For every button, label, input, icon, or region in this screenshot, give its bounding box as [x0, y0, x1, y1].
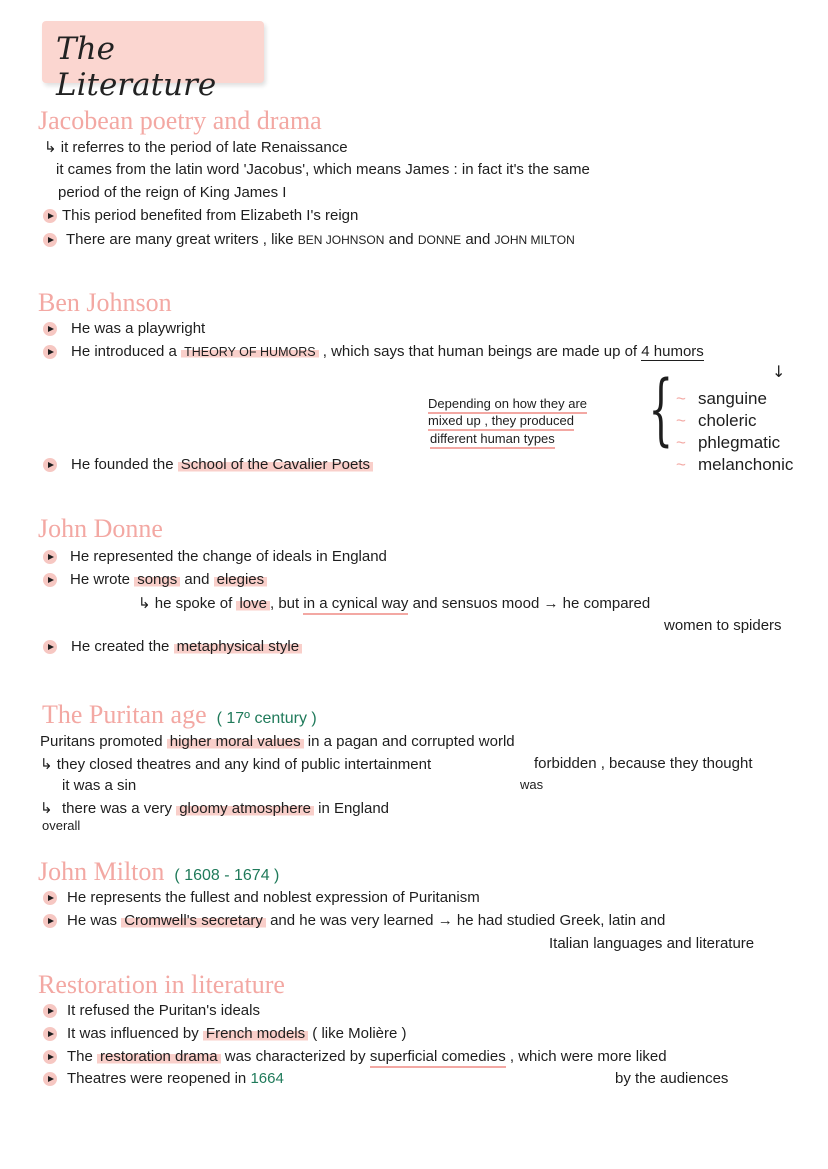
bullet-icon	[43, 209, 57, 223]
jacobean-line-1: ↳ it referres to the period of late Renaissance	[44, 139, 348, 156]
humor-item: ~ phlegmatic	[676, 433, 781, 452]
donne-sub-2: women to spiders	[664, 617, 782, 634]
bullet-icon	[43, 1004, 57, 1018]
heading-restoration: Restoration in literature	[38, 970, 285, 999]
bullet-icon	[43, 640, 57, 654]
bullet-icon	[43, 1050, 57, 1064]
bullet-icon	[43, 1072, 57, 1086]
humor-item: ~ choleric	[676, 411, 757, 430]
donne-bullet-3: He created the metaphysical style	[71, 638, 302, 655]
brace-icon: {	[648, 365, 674, 455]
puritan-overall: overall	[42, 818, 81, 833]
puritan-line-4: there was a very gloomy atmosphere in England	[62, 800, 390, 817]
milton-bullet-1: He represents the fullest and noblest expression of Puritanism	[67, 889, 480, 906]
restoration-bullet-1: It refused the Puritan's ideals	[67, 1002, 260, 1019]
jacobean-bullet-1: This period benefited from Elizabeth I's reign	[62, 207, 359, 224]
milton-bullet-2: He was Cromwell's secretary and he was very learned → he had studied Greek, latin and	[67, 912, 666, 929]
jacobean-line-3: period of the reign of King James I	[58, 184, 287, 201]
bullet-icon	[43, 233, 57, 247]
johnson-bullet-1: He was a playwright	[71, 320, 206, 337]
page-title: The Literature	[56, 31, 217, 103]
restoration-bullet-4: Theatres were reopened in 1664	[67, 1070, 284, 1087]
johnson-bullet-3: He founded the School of the Cavalier Poets	[71, 456, 373, 473]
puritan-line-1: Puritans promoted higher moral values in a pagan and corrupted world	[40, 733, 515, 750]
puritan-line-2: ↳ they closed theatres and any kind of public intertainment	[40, 756, 432, 773]
puritan-line-3: it was a sin	[62, 777, 137, 794]
puritan-caret-text: was	[520, 777, 544, 792]
bullet-icon	[43, 458, 57, 472]
humor-item: ~ melanchonic	[676, 455, 794, 474]
puritan-arrow: ↳	[40, 800, 53, 817]
puritan-line-2b: forbidden , because they thought	[534, 755, 753, 772]
donne-bullet-1: He represented the change of ideals in England	[70, 548, 387, 565]
bullet-icon	[43, 322, 57, 336]
bullet-icon	[43, 1027, 57, 1041]
restoration-bullet-3: The restoration drama was characterized by superficial comedies , which were more liked	[67, 1048, 667, 1065]
donne-sub-1: ↳ he spoke of love , but in a cynical way and sensuos mood → he compared	[138, 594, 650, 612]
johnson-bullet-2: He introduced a THEORY OF HUMORS , which says that human beings are made up of 4 humors	[71, 343, 704, 360]
bullet-icon	[43, 891, 57, 905]
milton-date: ( 1608 - 1674 )	[174, 867, 280, 884]
heading-puritan-age: The Puritan age ( 17º century )	[42, 700, 317, 729]
arrow-down-icon: ↓	[772, 362, 786, 381]
milton-bullet-2b: Italian languages and literature	[549, 935, 755, 952]
bullet-icon	[43, 573, 57, 587]
bullet-icon	[43, 550, 57, 564]
heading-ben-johnson: Ben Johnson	[38, 288, 172, 317]
puritan-date: ( 17º century )	[216, 710, 317, 727]
humor-item: ~ sanguine	[676, 389, 767, 408]
bullet-icon	[43, 345, 57, 359]
restoration-bullet-2: It was influenced by French models ( like Molière )	[67, 1025, 407, 1042]
note-line-1: Depending on how they are	[428, 396, 587, 411]
heading-john-donne: John Donne	[38, 514, 163, 543]
jacobean-line-2: it cames from the latin word 'Jacobus', which means James : in fact it's the same	[56, 161, 590, 178]
heading-jacobean: Jacobean poetry and drama	[38, 106, 322, 135]
restoration-bullet-3b: by the audiences	[615, 1070, 729, 1087]
heading-john-milton: John Milton ( 1608 - 1674 )	[38, 857, 280, 886]
bullet-icon	[43, 914, 57, 928]
donne-bullet-2: He wrote songs and elegies	[70, 571, 267, 588]
note-line-2: mixed up , they produced	[428, 413, 574, 428]
note-line-3: different human types	[430, 431, 555, 446]
title-box	[42, 21, 264, 103]
jacobean-bullet-2: There are many great writers , like BEN JOHNSON and DONNE and JOHN MILTON	[66, 231, 575, 248]
